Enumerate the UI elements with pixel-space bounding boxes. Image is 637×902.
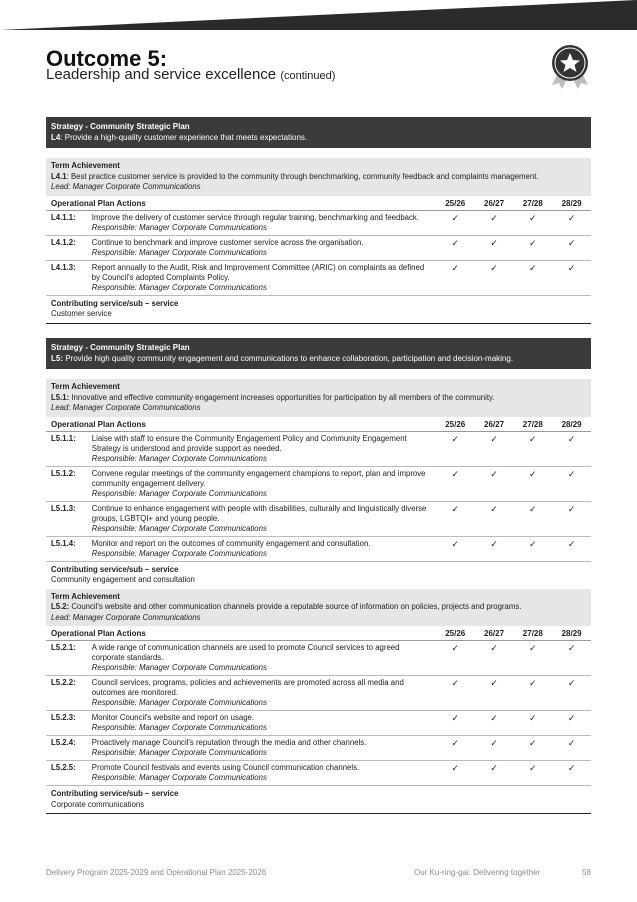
action-description: Monitor and report on the outcomes of community engagement and consultation. Responsible: Manager Corporate Communications: [92, 539, 436, 559]
check-icon: ✓: [567, 468, 576, 479]
action-description: Liaise with staff to ensure the Community Engagement Policy and Community Engagement Strategy is understood and provide support as needed. Responsible: Manager Corporate Communications: [92, 434, 436, 464]
check-icon: ✓: [529, 538, 537, 549]
check-icon: ✓: [567, 433, 576, 444]
action-description: Report annually to the Audit, Risk and Improvement Committee (ARIC) on complaints as defined by Council's adopted Complaints Policy. Responsible: Manager Corporate Communications: [92, 263, 436, 293]
action-code: L5.2.5:: [51, 763, 76, 772]
check-icon: ✓: [490, 538, 498, 549]
action-description: Monitor Council's website and report on usage. Responsible: Manager Corporate Communications: [92, 713, 436, 733]
check-icon: ✓: [490, 678, 498, 688]
check-icon: ✓: [567, 643, 576, 653]
action-responsible: Responsible: Manager Corporate Communications: [91, 453, 267, 463]
strategy-banner: Strategy - Community Strategic Plan L4: Provide a high-quality customer experience that meets expectations.: [46, 117, 591, 148]
table-row: [46, 467, 591, 502]
check-icon: ✓: [567, 713, 576, 723]
check-icon: ✓: [529, 433, 537, 444]
term-achievement-2: Term Achievement L5.2: Council's website and other communication channels provide a reputable source of information on policies, projects and programs. Lead: Manager Corporate Communications: [46, 589, 591, 627]
check-icon: ✓: [529, 713, 537, 723]
check-icon: ✓: [451, 212, 460, 223]
table-row: [46, 537, 591, 562]
action-responsible: Responsible: Manager Corporate Communications: [91, 723, 267, 732]
subtitle-note: (continued): [280, 70, 336, 82]
op-actions-list: [46, 432, 591, 562]
action-code: L5.2.3:: [51, 713, 76, 722]
footer-doc-title: Delivery Program 2025-2029 and Operational Plan 2025-2026: [46, 868, 267, 877]
action-responsible: Responsible: Manager Corporate Communications: [91, 663, 267, 672]
table-row: [46, 711, 591, 736]
op-actions-list-2: [46, 641, 591, 786]
action-code: L5.1.3:: [51, 503, 76, 513]
table-row: [46, 432, 591, 467]
table-row: [46, 641, 591, 676]
table-row: [46, 736, 591, 761]
action-responsible: Responsible: Manager Corporate Communications: [91, 523, 267, 533]
contributing-service: Contributing service/sub – service Community engagement and consultation: [51, 564, 195, 584]
action-description: Convene regular meetings of the community engagement champions to report, plan and improve community engagement delivery. Responsible: Manager Corporate Communications: [92, 469, 436, 499]
check-icon: ✓: [529, 678, 537, 688]
check-icon: ✓: [451, 678, 460, 688]
check-icon: ✓: [451, 538, 460, 549]
check-icon: ✓: [529, 763, 537, 773]
check-icon: ✓: [529, 237, 537, 248]
action-responsible: Responsible: Manager Corporate Communications: [91, 748, 267, 757]
action-description: Promote Council festivals and events using Council communication channels. Responsible: Manager Corporate Communications: [92, 763, 436, 783]
check-icon: ✓: [451, 262, 460, 273]
check-icon: ✓: [490, 237, 498, 248]
check-icon: ✓: [451, 237, 460, 248]
check-icon: ✓: [529, 643, 537, 653]
check-icon: ✓: [529, 468, 537, 479]
action-description: Proactively manage Council's reputation through the media and other channels. Responsible: Manager Corporate Communications: [92, 738, 436, 758]
check-icon: ✓: [490, 212, 498, 223]
table-row: [46, 236, 591, 261]
action-responsible: Responsible: Manager Corporate Communications: [91, 698, 267, 707]
check-icon: ✓: [451, 738, 460, 748]
check-icon: ✓: [567, 738, 576, 748]
table-row: [46, 761, 591, 786]
check-icon: ✓: [490, 433, 498, 444]
action-responsible: Responsible: Manager Corporate Communications: [91, 282, 267, 292]
term-lead: Lead: Manager Corporate Communications: [51, 182, 201, 191]
action-responsible: Responsible: Manager Corporate Communications: [91, 222, 267, 232]
table-row: [46, 502, 591, 537]
check-icon: ✓: [567, 678, 576, 688]
contributing-service: Contributing service/sub – service Customer service: [46, 296, 591, 324]
action-responsible: Responsible: Manager Corporate Communications: [91, 548, 267, 558]
footer-tagline: Our Ku-ring-gai: Delivering together: [414, 868, 541, 877]
check-icon: ✓: [490, 763, 498, 773]
action-code: L5.1.4:: [51, 538, 76, 548]
top-banner-diagonal: [0, 0, 637, 30]
table-row: [46, 211, 591, 236]
action-code: L5.2.1:: [51, 643, 76, 652]
action-code: L5.2.4:: [51, 738, 76, 747]
check-icon: ✓: [529, 503, 537, 514]
strategy-banner: Strategy - Community Strategic Plan L5: Provide high quality community engagement and communications to enhance collaboration, participation and decision-making.: [46, 338, 591, 369]
check-icon: ✓: [490, 738, 498, 748]
op-actions-header: Operational Plan Actions 25/26 26/27 27/28 28/29: [46, 196, 591, 211]
check-icon: ✓: [451, 503, 460, 514]
check-icon: ✓: [529, 738, 537, 748]
page-title: Outcome 5:: [46, 46, 168, 71]
check-icon: ✓: [567, 538, 576, 549]
check-icon: ✓: [567, 503, 576, 514]
term-lead: Lead: Manager Corporate Communications: [51, 612, 201, 622]
check-icon: ✓: [567, 237, 576, 248]
action-description: Council services, programs, policies and achievements are promoted across all media and outcomes are monitored. Responsible: Manager Corporate Communications: [92, 678, 436, 708]
table-row: [46, 676, 591, 711]
op-actions-header: Operational Plan Actions 25/26 26/27 27/28 28/29: [46, 417, 591, 432]
term-achievement: Term Achievement L4.1: Best practice customer service is provided to the community through benchmarking, community feedback and complaints management. Lead: Manager Corporate Communications: [46, 158, 591, 196]
action-description: Continue to benchmark and improve customer service across the organisation. Responsible: Manager Corporate Communications: [92, 238, 436, 258]
check-icon: ✓: [490, 713, 498, 723]
action-description: A wide range of communication channels are used to promote Council services to agreed corporate standards. Responsible: Manager Corporate Communications: [92, 643, 436, 673]
check-icon: ✓: [567, 763, 576, 773]
check-icon: ✓: [490, 262, 498, 273]
action-description: Continue to enhance engagement with people with disabilities, culturally and linguistically diverse groups, LGBTQI+ and young people. Responsible: Manager Corporate Communications: [92, 504, 436, 534]
action-responsible: Responsible: Manager Corporate Communications: [91, 488, 267, 498]
check-icon: ✓: [451, 763, 460, 773]
strategy-section-l4: [46, 117, 591, 324]
table-row: [46, 261, 591, 296]
contributing-service-2: Contributing service/sub – service Corporate communications: [46, 786, 591, 814]
check-icon: ✓: [529, 262, 537, 273]
term-achievement: Term Achievement L5.1: Innovative and effective community engagement increases opportunities for participation by all members of the community. Lead: Manager Corporate Communications: [46, 379, 591, 417]
page-subtitle: Leadership and service excellence (continued): [46, 66, 336, 83]
action-responsible: Responsible: Manager Corporate Communications: [91, 247, 267, 257]
check-icon: ✓: [451, 643, 460, 653]
check-icon: ✓: [490, 643, 498, 653]
action-code: L5.1.1:: [51, 433, 76, 443]
action-responsible: Responsible: Manager Corporate Communications: [91, 773, 267, 782]
action-code: L4.1.1:: [51, 212, 76, 222]
star-medal-icon: [548, 43, 592, 89]
strategy-section-l5: [46, 338, 591, 814]
check-icon: ✓: [567, 262, 576, 273]
op-actions-list: [46, 211, 591, 296]
op-actions-header-2: Operational Plan Actions 25/26 26/27 27/28 28/29: [46, 626, 591, 641]
action-code: L5.1.2:: [51, 468, 76, 478]
check-icon: ✓: [451, 468, 460, 479]
action-description: Improve the delivery of customer service through regular training, benchmarking and feedback. Responsible: Manager Corporate Communications: [92, 213, 436, 233]
page-number: 58: [582, 868, 591, 877]
check-icon: ✓: [490, 503, 498, 514]
action-code: L5.2.2:: [51, 678, 76, 687]
check-icon: ✓: [490, 468, 498, 479]
check-icon: ✓: [451, 433, 460, 444]
term-lead: Lead: Manager Corporate Communications: [51, 403, 201, 412]
action-code: L4.1.2:: [51, 237, 76, 247]
action-code: L4.1.3:: [51, 262, 76, 272]
check-icon: ✓: [529, 212, 537, 223]
check-icon: ✓: [567, 212, 576, 223]
check-icon: ✓: [451, 713, 460, 723]
